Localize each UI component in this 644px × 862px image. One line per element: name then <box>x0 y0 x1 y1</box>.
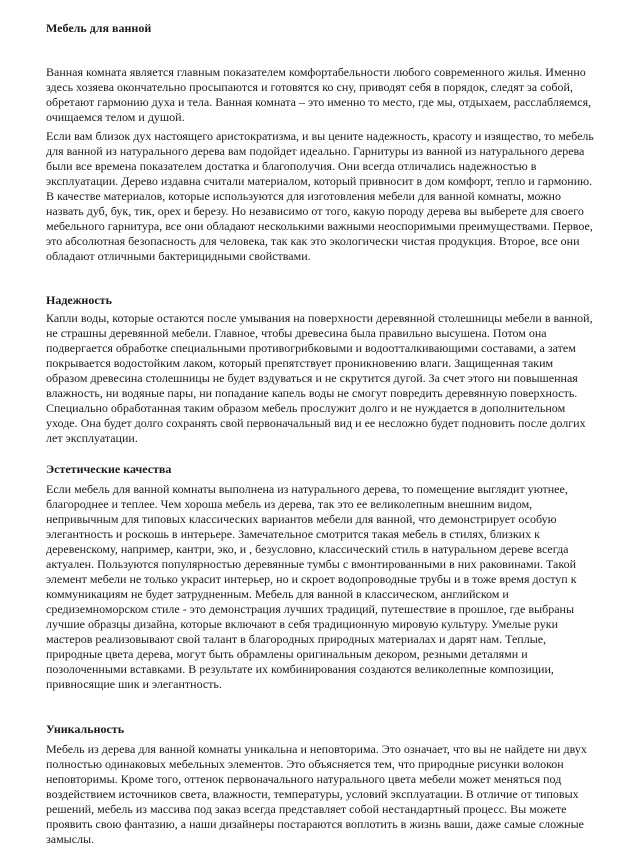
section-heading-reliability: Надежность <box>46 293 112 307</box>
document-title: Мебель для ванной <box>46 21 152 35</box>
intro-paragraph: Если вам близок дух настоящего аристократизма, и вы цените надежность, красоту и изящество, то мебель для ванной из натурального дерева вам подойдет идеально. Гарнитуры из ванной из натурального дерева были все времена показателем достатка и благополучия. Они всегда отличались надежностью в эксплуатации. Дерево издавна считали материалом, который привносит в дом комфорт, тепло и гармонию. В качестве материалов, которые используются для изготовления мебели для ванной комнаты, можно назвать дуб, бук, тик, орех и березу. Но независимо от того, какую породу дерева вы выберете для своего мебельного гарнитура, все они обладают несколькими важными неоспоримыми преимуществами. Первое, это абсолютная безопасность для человека, так как это экологически чистая продукция. Второе, все они обладают отличными бактерицидными свойствами. <box>46 129 594 263</box>
section-heading-uniqueness: Уникальность <box>46 722 125 736</box>
section-text-aesthetics: Если мебель для ванной комнаты выполнена из натурального дерева, то помещение выглядит уютнее, благороднее и теплее. Чем хороша мебель из дерева, так это ее великолепным внешним видом, непривычным для типовых классических вариантов мебели для ванной, что демонстрирует особую элегантность и роскошь в интерьере. Замечательное смотрится такая мебель в стилях, близких к деревенскому, например, кантри, эко, и , безусловно, классический стиль в натуральном дереве всегда актуален. Пользуются популярностью деревянные тумбы с вмонтированными в них раковинами. Такой элемент мебели не только украсит интерьер, но и скроет водопроводные трубы и в тоже время доступ к коммуникациям не будет затрудненным. Мебель для ванной в классическом, английском и средиземноморском стиле - это демонстрация лучших традиций, путешествие в прошлое, где выбраны лучшие образцы дизайна, которые включают в себя традиционную мировую культуру. Умелые руки мастеров реализовывают свой талант в благородных природных материалах и дарят нам. Теплые, природные цвета дерева, могут быть обрамлены оригинальным декором, резными деталями и позолоченными вставками. В результате их комбинирования создаются великолепные композиции, привносящие шик и элегантность. <box>46 482 577 691</box>
intro-paragraph: Ванная комната является главным показателем комфортабельности любого современного жилья. Именно здесь хозяева окончательно просыпаются и готовятся ко сну, приводят себя в порядок, следят за собой, обретают гармонию духа и тела. Ванная комната – это именно то место, где мы, отдыхаем, расслабляемся, очищаемся телом и душой. <box>46 65 592 124</box>
section-text-reliability: Капли воды, которые остаются после умывания на поверхности деревянной столешницы мебели в ванной, не страшны деревянной мебели. Главное, чтобы древесина была правильно высушена. Потом она подвергается обработке специальными противогрибковыми и водоотталкивающими составами, а затем покрывается водостойким лаком, который препятствует проникновению влаги. Защищенная таким образом древесина столешницы не будет вздуваться и не скрутится дугой. За счет этого ни повышенная влажность, ни водяные пары, ни попадание капель воды не смогут повредить деревянную поверхность. Специально обработанная таким образом мебель прослужит долго и не нуждается в дополнительном уходе. Она будет долго сохранять свой первоначальный вид и ее несложно будет подновить после долгих лет эксплуатации. <box>46 311 593 445</box>
section-heading-aesthetics: Эстетические качества <box>46 462 172 476</box>
section-text-uniqueness: Мебель из дерева для ванной комнаты уникальна и неповторима. Это означает, что вы не найдете ни двух полностью одинаковых мебельных элементов. Это объясняется тем, что природные рисунки волокон неповторимы. Кроме того, оттенок первоначального натурального цвета мебели может меняться под воздействием источников света, влажности, температуры, условий эксплуатации. В отличие от типовых решений, мебель из массива под заказ всегда представляет собой нестандартный процесс. Вы можете проявить свою фантазию, а наши дизайнеры постараются воплотить в жизнь ваши, даже самые сложные замыслы. <box>46 742 587 846</box>
